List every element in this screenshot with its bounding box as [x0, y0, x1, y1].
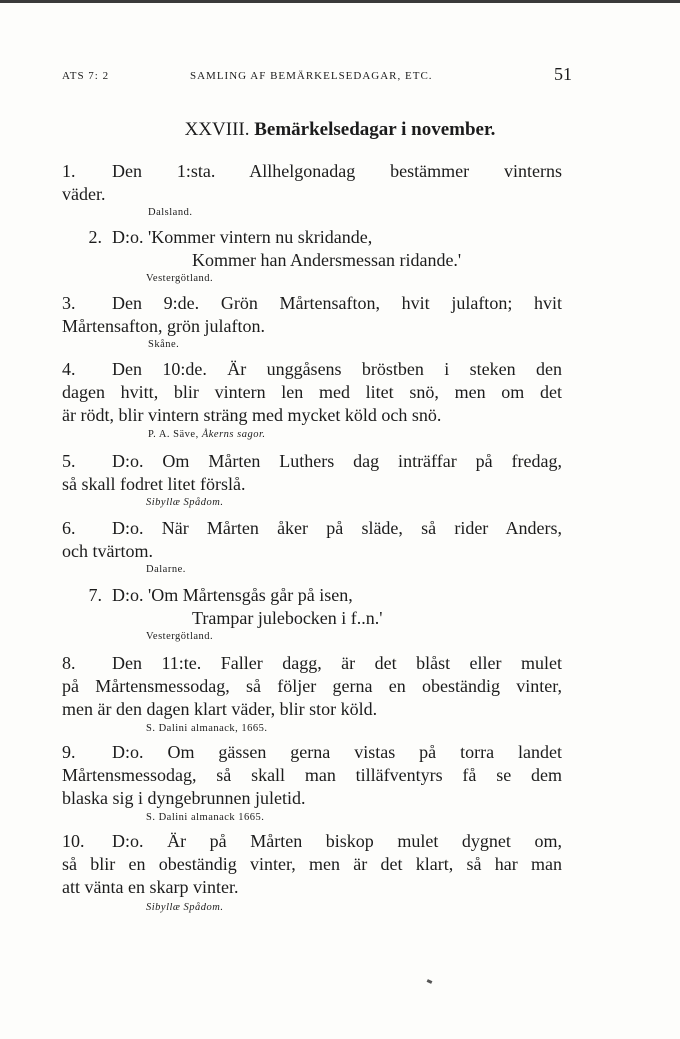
entry-5 [62, 450, 562, 496]
entry-line: 6. D:o. När Mårten åker på släde, så rider Anders, [62, 518, 562, 538]
entry-line: så skall fodret litet förslå. [62, 474, 246, 494]
entry-line: 5. D:o. Om Mårten Luthers dag inträffar på fredag, [62, 451, 562, 471]
entry-line: Mårtensmessodag, så skall man tilläfventyrs få se dem [62, 765, 562, 785]
entry-source: Sibyllæ Spådom. [146, 902, 224, 913]
entry-6 [62, 517, 562, 563]
entry-line: 2. D:o. 'Kommer vintern nu skridande, [62, 226, 562, 249]
ink-speck [427, 979, 433, 984]
entry-number: 1. [62, 161, 76, 181]
entry-4 [62, 358, 562, 427]
entry-line: 8. Den 11:te. Faller dagg, är det blåst eller mulet [62, 653, 562, 673]
entry-line: men är den dagen klart väder, blir stor köld. [62, 699, 378, 719]
entry-number: 2. [88, 227, 102, 247]
entry-line: väder. [62, 184, 106, 204]
entry-line: 1. Den 1:sta. Allhelgonadag bestämmer vinterns [62, 161, 562, 181]
entry-line: 3. Den 9:de. Grön Mårtensafton, hvit julafton; hvit [62, 293, 562, 313]
entry-1 [62, 160, 562, 206]
entry-source: Sibyllæ Spådom. [146, 497, 224, 508]
entry-line: Trampar julebocken i f..n.' [192, 608, 383, 628]
entry-line: Mårtensafton, grön julafton. [62, 316, 265, 336]
entry-8 [62, 652, 562, 721]
page-header [62, 64, 572, 86]
running-title: SAMLING AF BEMÄRKELSEDAGAR, ETC. [190, 70, 433, 82]
series-mark: ATS 7: 2 [62, 70, 110, 82]
entry-source: Vestergötland. [146, 273, 214, 284]
entry-source: Vestergötland. [146, 631, 214, 642]
entry-number: 5. [62, 451, 76, 471]
section-heading: Bemärkelsedagar i november. [254, 119, 496, 140]
entry-line: är rödt, blir vintern sträng med mycket köld och snö. [62, 405, 442, 425]
entry-line: blaska sig i dyngebrunnen juletid. [62, 788, 306, 808]
top-border [0, 0, 680, 3]
entry-10 [62, 830, 562, 899]
section-title [0, 119, 680, 141]
entry-3 [62, 292, 562, 338]
entry-9 [62, 741, 562, 810]
entry-source: S. Dalini almanack, 1665. [146, 723, 268, 734]
entry-line: på Mårtensmessodag, så följer gerna en obeständig vinter, [62, 676, 562, 696]
entry-number: 6. [62, 518, 76, 538]
page-number: 51 [554, 64, 572, 84]
entry-number: 7. [88, 585, 102, 605]
entry-source: Dalsland. [148, 207, 193, 218]
entry-source: Skåne. [148, 339, 180, 350]
entry-line: 10. D:o. Är på Mårten biskop mulet dygnet om, [62, 831, 562, 851]
entry-line: att vänta en skarp vinter. [62, 877, 239, 897]
entry-line: och tvärtom. [62, 541, 153, 561]
entry-source: Dalarne. [146, 564, 186, 575]
entry-number: 9. [62, 742, 76, 762]
entry-number: 3. [62, 293, 76, 313]
entry-source: P. A. Säve, Åkerns sagor. [148, 429, 266, 440]
entry-7 [62, 584, 562, 630]
entry-line: dagen hvitt, blir vintern len med litet snö, men om det [62, 382, 562, 402]
entry-number: 10. [62, 831, 85, 851]
entry-2 [62, 226, 562, 272]
entry-line: 4. Den 10:de. Är unggåsens bröstben i steken den [62, 359, 562, 379]
entry-line: så blir en obeständig vinter, men är det klart, så har man [62, 854, 562, 874]
entry-source: S. Dalini almanack 1665. [146, 812, 265, 823]
section-numeral: XXVIII. [184, 119, 250, 140]
entry-line: 7. D:o. 'Om Mårtensgås går på isen, [62, 584, 562, 607]
entry-line: 9. D:o. Om gässen gerna vistas på torra landet [62, 742, 562, 762]
entry-number: 8. [62, 653, 76, 673]
entry-number: 4. [62, 359, 76, 379]
entry-line: Kommer han Andersmessan ridande.' [192, 250, 462, 270]
